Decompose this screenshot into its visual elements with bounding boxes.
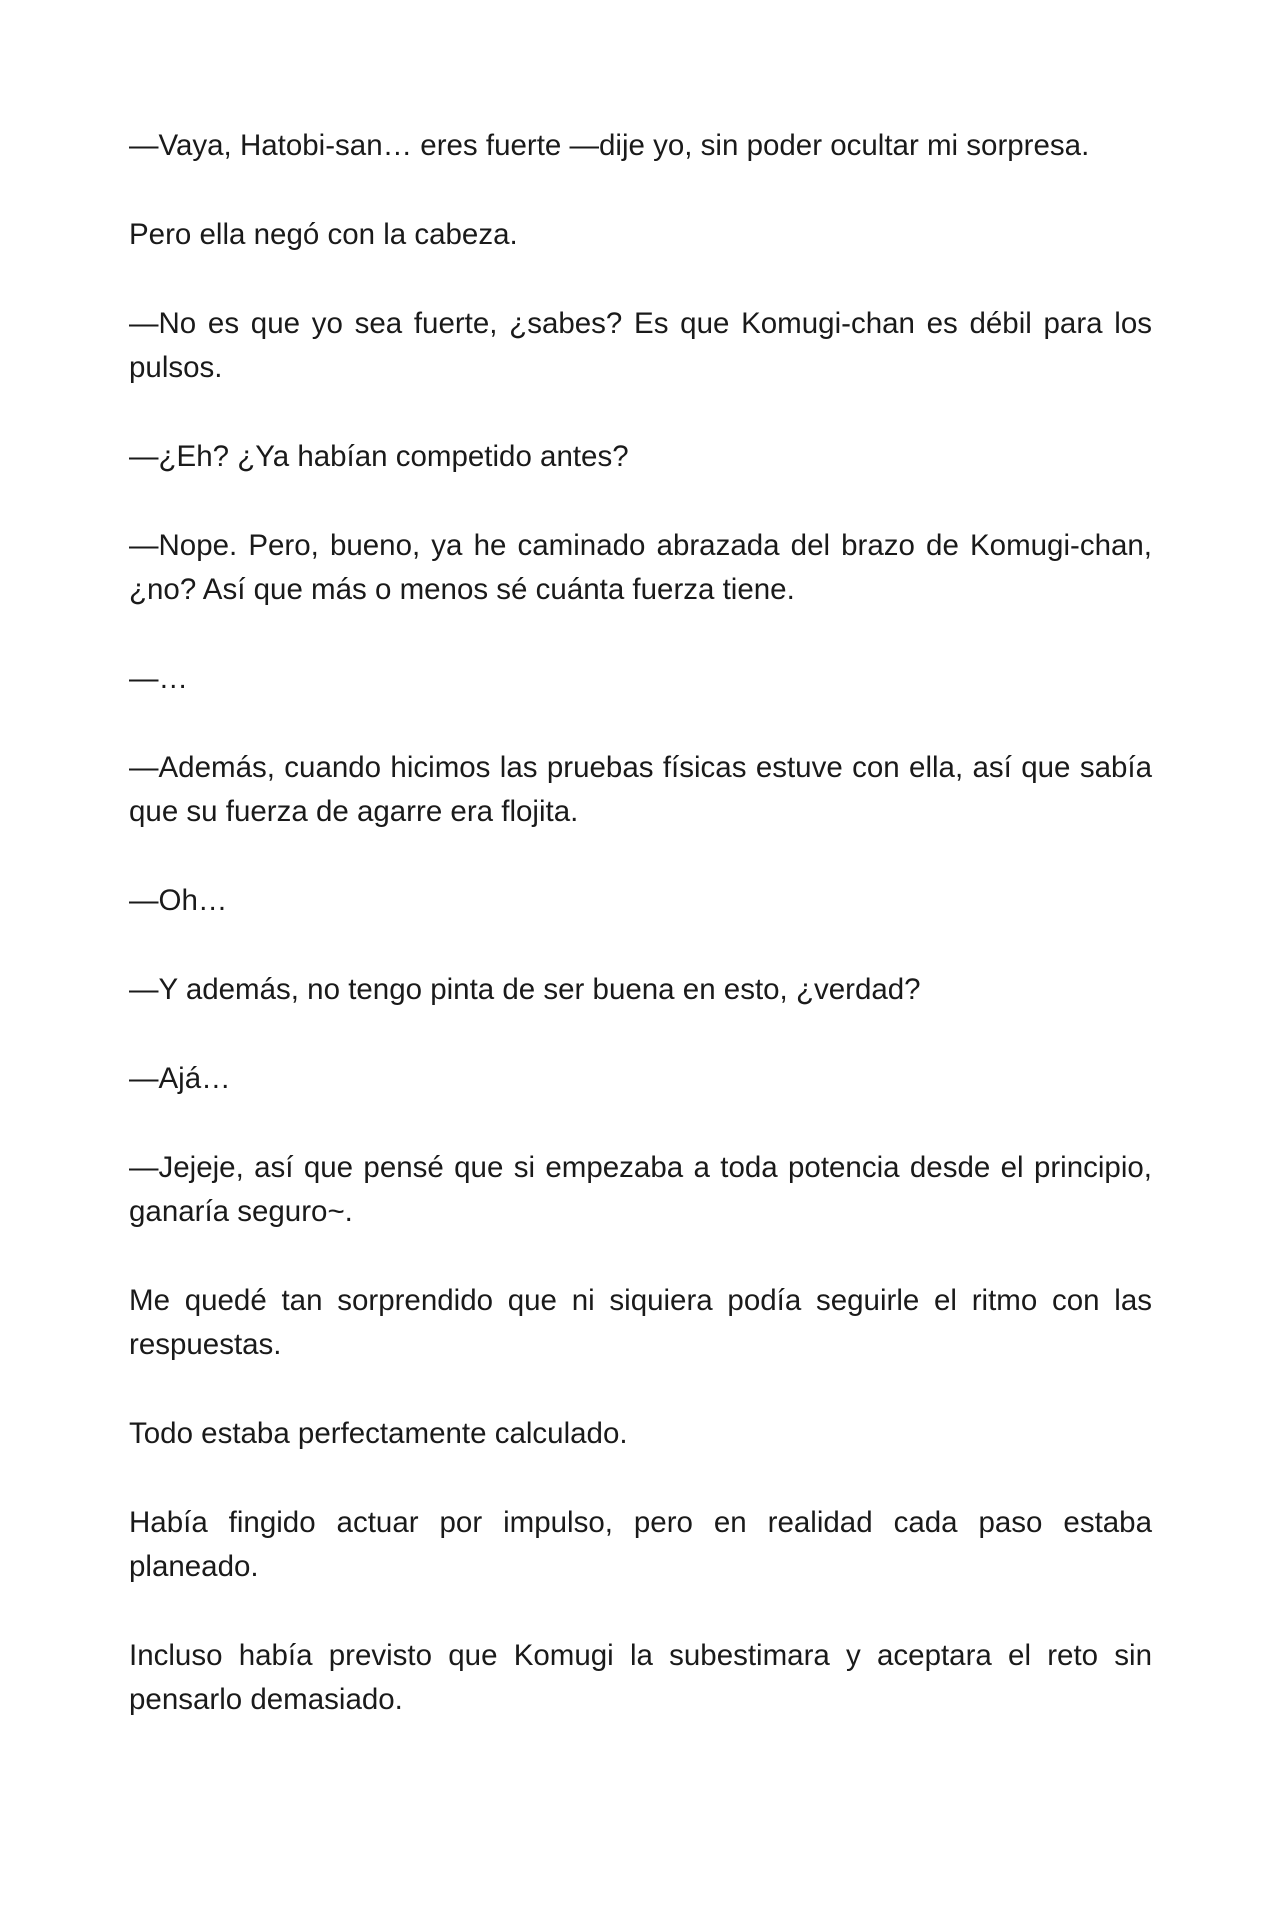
- paragraph: —No es que yo sea fuerte, ¿sabes? Es que Komugi-chan es débil para los pulsos.: [129, 307, 1152, 384]
- paragraph: —Oh…: [129, 884, 228, 917]
- paragraph: —Vaya, Hatobi-san… eres fuerte —dije yo, sin poder ocultar mi sorpresa.: [129, 129, 1090, 162]
- paragraph: —Nope. Pero, bueno, ya he caminado abrazada del brazo de Komugi-chan, ¿no? Así que más o menos sé cuánta fuerza tiene.: [129, 529, 1152, 606]
- paragraph: —¿Eh? ¿Ya habían competido antes?: [129, 440, 629, 473]
- paragraph: Pero ella negó con la cabeza.: [129, 218, 518, 251]
- paragraph: Me quedé tan sorprendido que ni siquiera podía seguirle el ritmo con las respuestas.: [129, 1284, 1152, 1361]
- paragraph: Había fingido actuar por impulso, pero en realidad cada paso estaba planeado.: [129, 1506, 1152, 1583]
- paragraph: Incluso había previsto que Komugi la subestimara y aceptara el reto sin pensarlo demasiado.: [129, 1639, 1152, 1716]
- document-page: [129, 124, 1152, 1767]
- paragraph: —…: [129, 662, 188, 695]
- paragraph: —Además, cuando hicimos las pruebas físicas estuve con ella, así que sabía que su fuerza de agarre era flojita.: [129, 751, 1152, 828]
- paragraph: —Ajá…: [129, 1062, 231, 1095]
- paragraph: —Y además, no tengo pinta de ser buena en esto, ¿verdad?: [129, 973, 921, 1006]
- paragraph: —Jejeje, así que pensé que si empezaba a toda potencia desde el principio, ganaría seguro~.: [129, 1151, 1152, 1228]
- paragraph: Todo estaba perfectamente calculado.: [129, 1417, 628, 1450]
